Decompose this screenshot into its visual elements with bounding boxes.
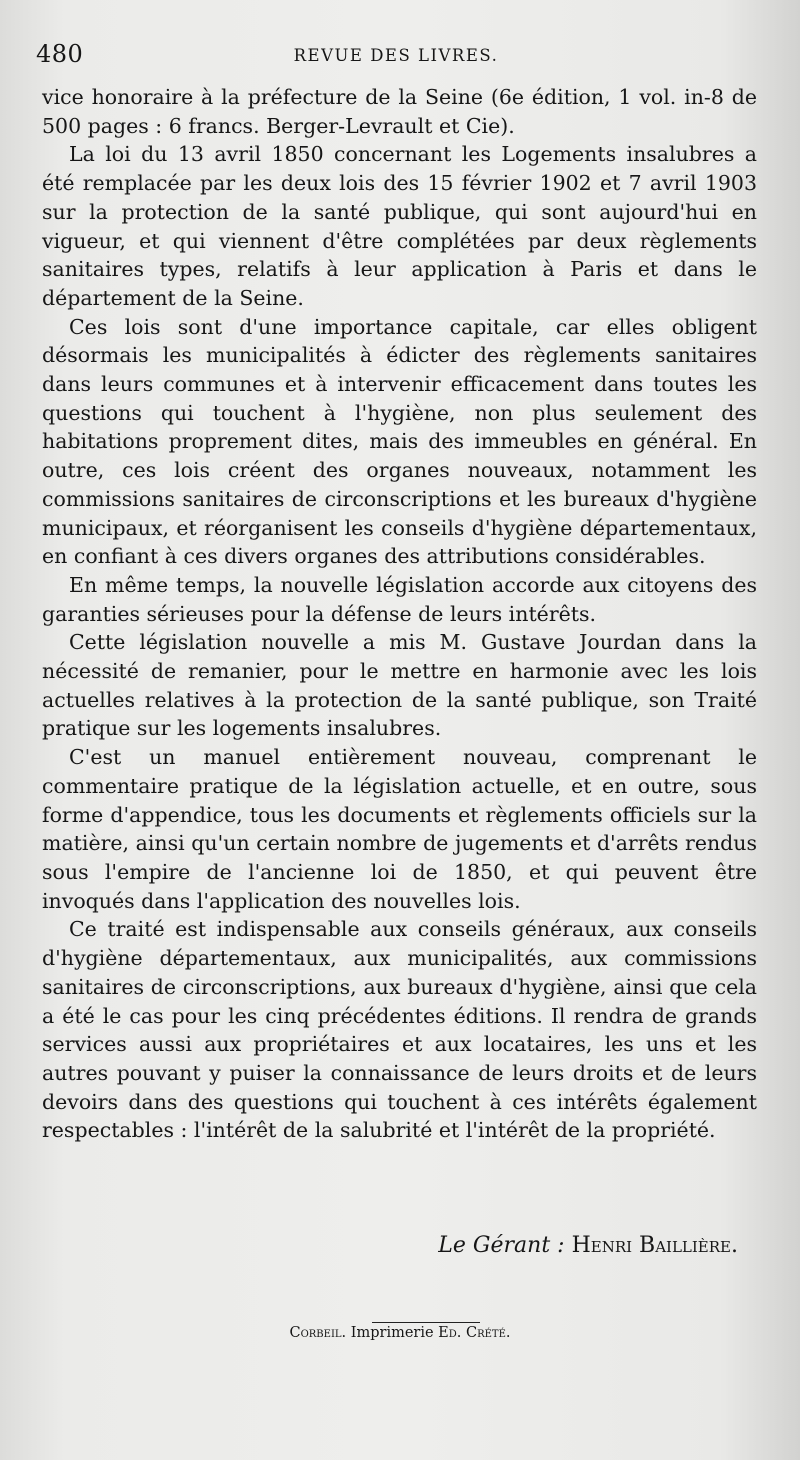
article-body — [42, 83, 757, 1145]
page-header — [36, 40, 756, 72]
divider-rule — [372, 1322, 480, 1323]
signature-name: Henri Baillière. — [571, 1233, 738, 1258]
paragraph-2: La loi du 13 avril 1850 concernant les Logements insalubres a été remplacée par les deux lois des 15 février 1902 et 7 avril 1903 sur la protection de la santé publique, qui sont aujourd'hui en vigueur, et qui viennent d'être complétées par deux règlements sanitaires types, relatifs à leur application à Paris et dans le département de la Seine. — [42, 142, 757, 310]
printer-city: Corbeil. — [289, 1325, 347, 1341]
paragraph-6: C'est un manuel entièrement nouveau, comprenant le commentaire pratique de la législation actuelle, et en outre, sous forme d'appendice, tous les documents et règlements officiels sur la matière, ainsi qu'un certain nombre de jugements et d'arrêts rendus sous l'empire de l'ancienne loi de 1850, et qui peuvent être invoqués dans l'application des nouvelles lois. — [42, 745, 757, 913]
printer-initial: Ed. — [438, 1325, 462, 1341]
paragraph-1: vice honoraire à la préfecture de la Seine (6e édition, 1 vol. in-8 de 500 pages : 6 francs. Berger-Levrault et Cie). — [42, 85, 757, 138]
running-title: REVUE DES LIVRES. — [293, 46, 499, 65]
paragraph-7: Ce traité est indispensable aux conseils généraux, aux conseils d'hygiène départementaux, aux municipalités, aux commissions sanitaires de circonscriptions, aux bureaux d'hygiène, ainsi que cela a été le cas pour les cinq précédentes éditions. Il rendra de grands services aussi aux propriétaires et aux locataires, les uns et les autres pouvant y puiser la connaissance de leurs droits et de leurs devoirs dans des questions qui touchent à ces intérêts également respectables : l'intérêt de la salubrité et l'intérêt de la propriété. — [42, 917, 757, 1143]
paragraph-3: Ces lois sont d'une importance capitale, car elles obligent désormais les municipalités à édicter des règlements sanitaires dans leurs communes et à intervenir efficacement dans toutes les questions qui touchent à l'hygiène, non plus seulement des habitations proprement dites, mais des immeubles en général. En outre, ces lois créent des organes nouveaux, notamment les commissions sanitaires de circonscriptions et les bureaux d'hygiène municipaux, et réorganisent les conseils d'hygiène départementaux, en confiant à ces divers organes des attributions considérables. — [42, 314, 757, 569]
printer-imprint — [0, 1325, 800, 1341]
signature — [438, 1233, 738, 1258]
paragraph-4: En même temps, la nouvelle législation accorde aux citoyens des garanties sérieuses pour la défense de leurs intérêts. — [42, 572, 757, 626]
page-number: 480 — [36, 40, 84, 68]
signature-role: Le Gérant : — [438, 1233, 565, 1258]
paragraph-5: Cette législation nouvelle a mis M. Gustave Jourdan dans la nécessité de remanier, pour le mettre en harmonie avec les lois actuelles relatives à la protection de la santé publique, son Traité pratique sur les logements insalubres. — [42, 630, 757, 741]
printer-name: Crété. — [466, 1325, 511, 1341]
printer-text: Imprimerie — [350, 1325, 434, 1341]
